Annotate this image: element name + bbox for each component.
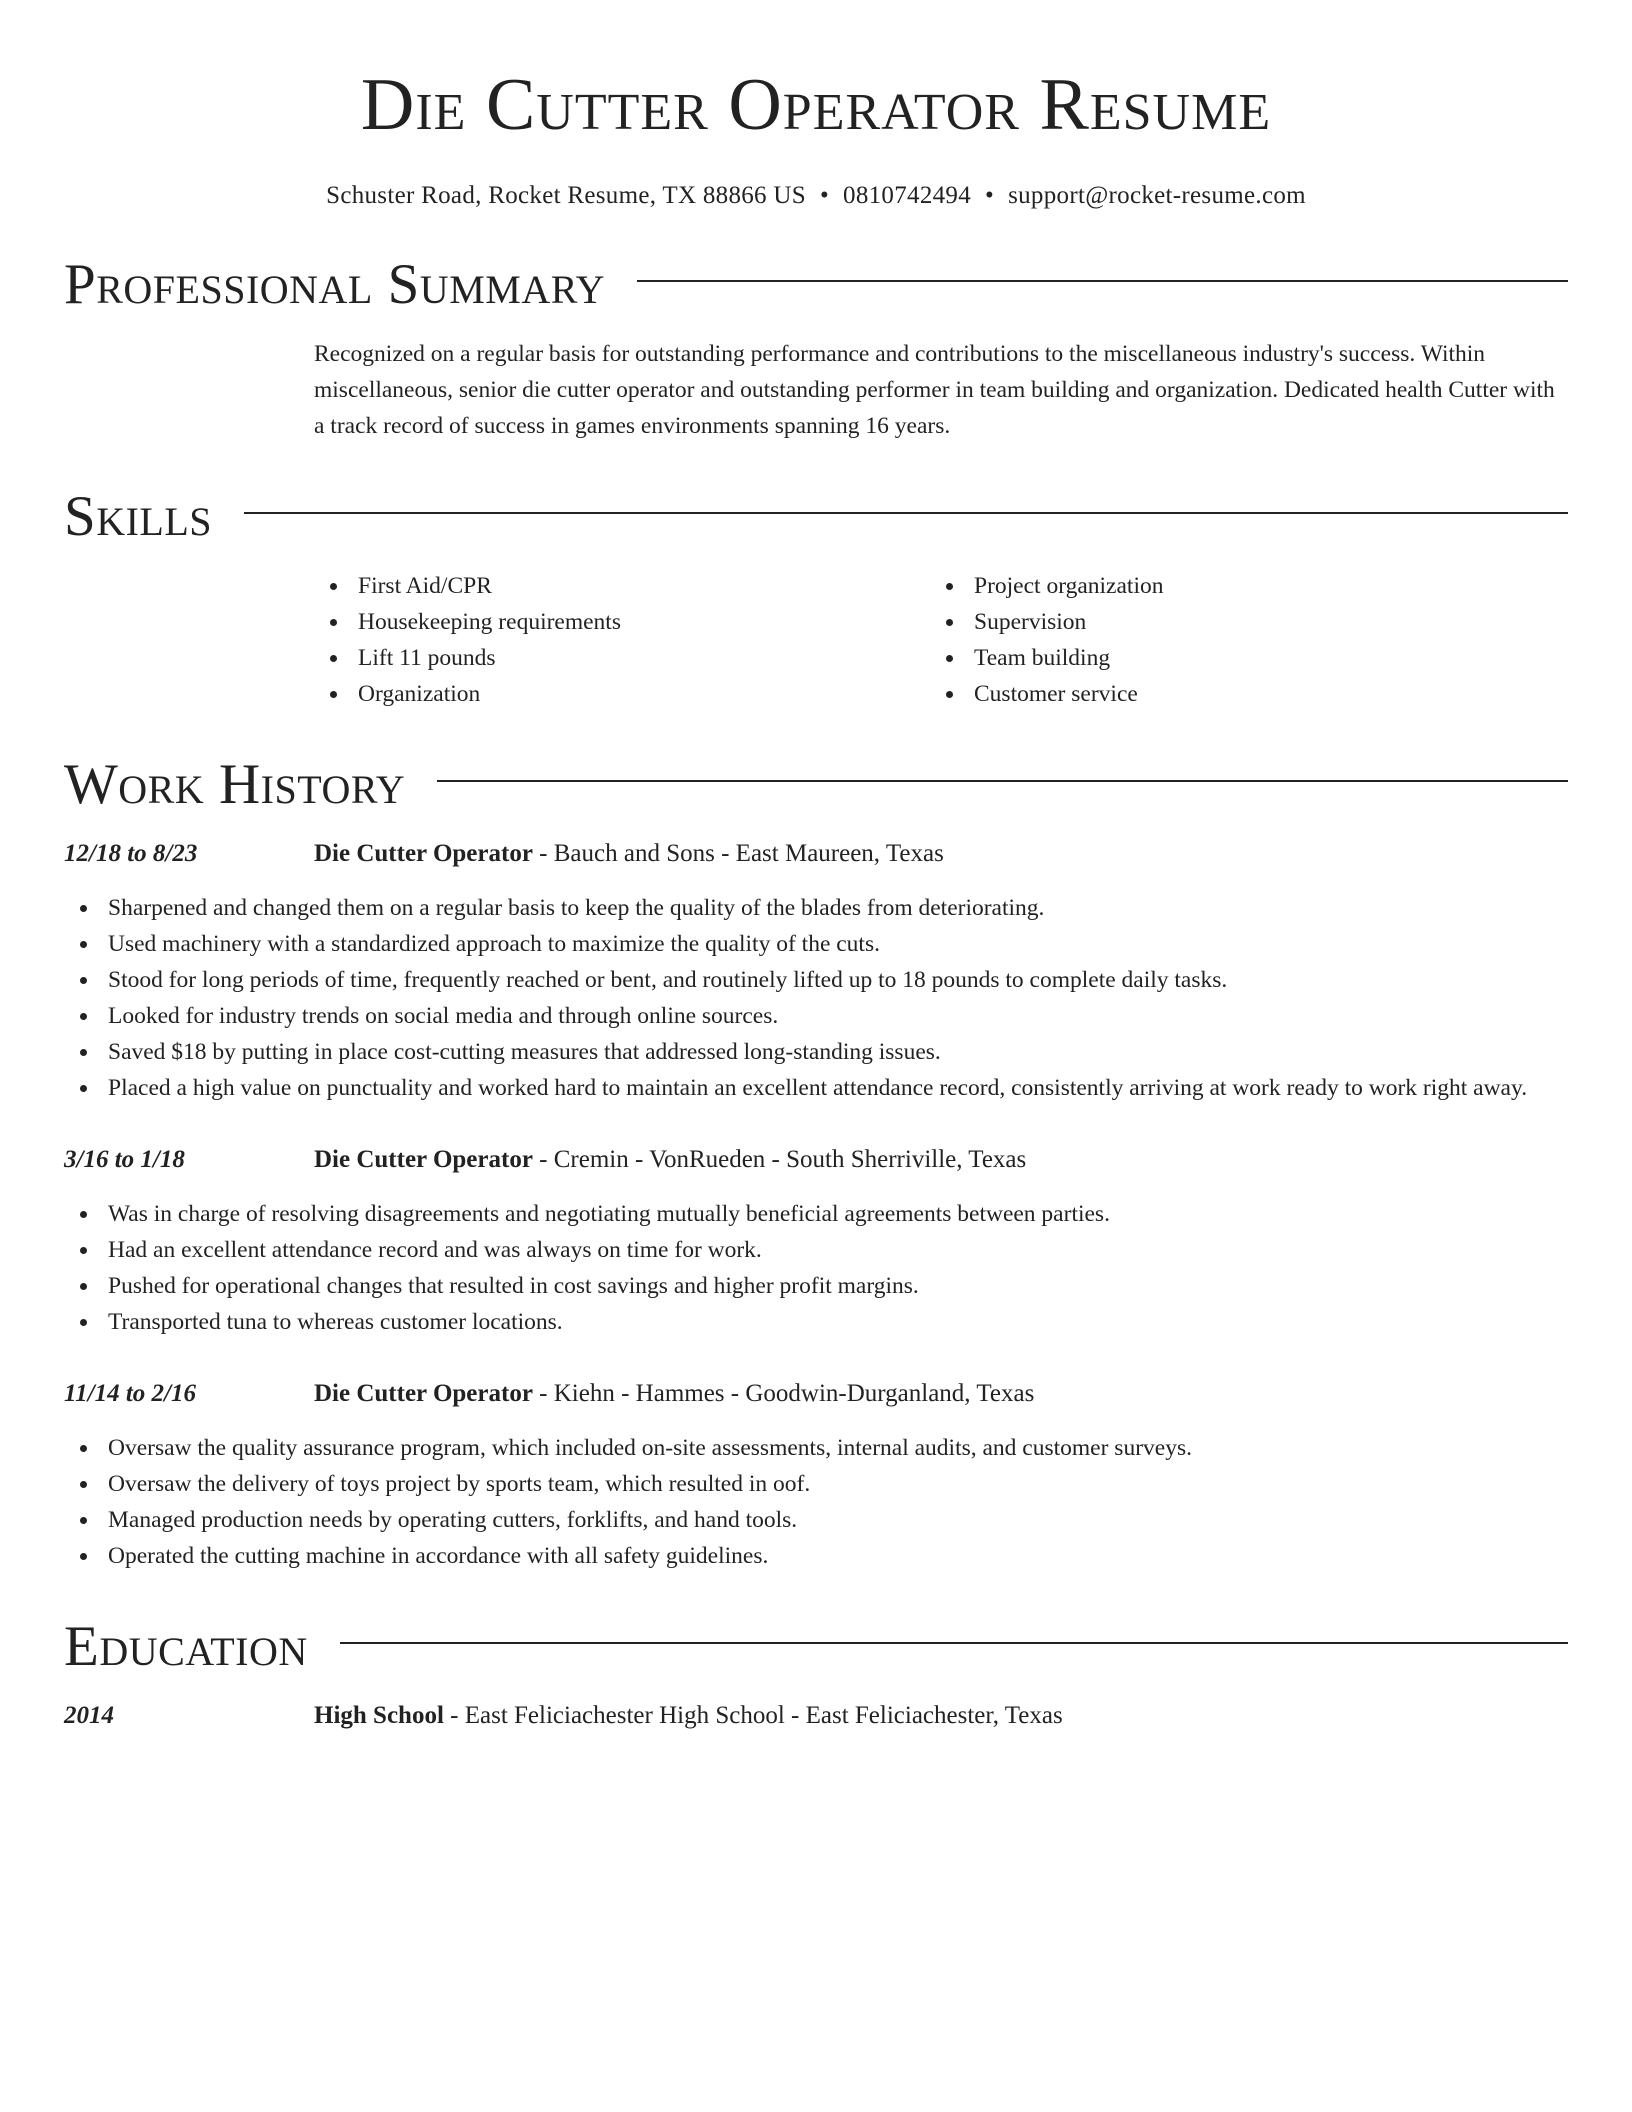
contact-email: support@rocket-resume.com <box>1008 182 1306 209</box>
contact-separator: • <box>819 182 830 209</box>
job-bullet: Looked for industry trends on social media and through online sources. <box>64 998 1568 1034</box>
education-entry <box>64 1698 1568 1734</box>
contact-line <box>64 180 1568 212</box>
skills-section-header <box>64 486 1568 548</box>
job-bullet: Placed a high value on punctuality and worked hard to maintain an excellent attendance record, consistently arriving at work ready to work right away. <box>64 1070 1568 1106</box>
summary-heading: Professional Summary <box>64 253 606 316</box>
skills-list <box>314 568 1568 712</box>
job-bullets <box>64 1196 1568 1340</box>
job-bullet: Had an excellent attendance record and was always on time for work. <box>64 1232 1568 1268</box>
contact-phone: 0810742494 <box>843 182 972 209</box>
job-title: Die Cutter Operator <box>314 840 533 867</box>
section-divider <box>637 280 1568 282</box>
education-heading: Education <box>64 1615 308 1678</box>
skills-heading: Skills <box>64 485 213 548</box>
job-details: - Kiehn - Hammes - Goodwin-Durganland, Texas <box>532 1380 1035 1407</box>
job-title: Die Cutter Operator <box>314 1146 533 1173</box>
job-bullet: Saved $18 by putting in place cost-cutting measures that addressed long-standing issues. <box>64 1034 1568 1070</box>
skill-item: Housekeeping requirements <box>314 604 930 640</box>
work-section-header <box>64 754 1568 816</box>
skill-item: Lift 11 pounds <box>314 640 930 676</box>
job-bullets <box>64 1430 1568 1574</box>
section-divider <box>340 1642 1568 1644</box>
job-header <box>64 836 1568 872</box>
skill-item: First Aid/CPR <box>314 568 930 604</box>
education-degree: High School <box>314 1702 444 1729</box>
job-bullet: Oversaw the delivery of toys project by sports team, which resulted in oof. <box>64 1466 1568 1502</box>
job-entry <box>64 1376 1568 1574</box>
skill-item: Project organization <box>930 568 1546 604</box>
job-dates: 3/16 to 1/18 <box>64 1146 185 1173</box>
job-bullet: Managed production needs by operating cutters, forklifts, and hand tools. <box>64 1502 1568 1538</box>
job-bullets <box>64 890 1568 1106</box>
education-line <box>314 1698 1063 1734</box>
job-bullet: Was in charge of resolving disagreements and negotiating mutually beneficial agreements between parties. <box>64 1196 1568 1232</box>
job-details: - Bauch and Sons - East Maureen, Texas <box>532 840 944 867</box>
job-details: - Cremin - VonRueden - South Sherriville, Texas <box>532 1146 1027 1173</box>
skill-item: Organization <box>314 676 930 712</box>
job-bullet: Sharpened and changed them on a regular basis to keep the quality of the blades from deteriorating. <box>64 890 1568 926</box>
skills-column-right <box>930 568 1546 712</box>
skill-item: Customer service <box>930 676 1546 712</box>
job-title-line <box>314 836 944 872</box>
job-entry <box>64 1142 1568 1340</box>
job-dates: 11/14 to 2/16 <box>64 1380 196 1407</box>
contact-address: Schuster Road, Rocket Resume, TX 88866 US <box>326 182 806 209</box>
job-title-line <box>314 1142 1026 1178</box>
job-entry <box>64 836 1568 1106</box>
work-heading: Work History <box>64 753 406 816</box>
skills-column-left <box>314 568 930 712</box>
job-bullet: Stood for long periods of time, frequently reached or bent, and routinely lifted up to 18 pounds to complete daily tasks. <box>64 962 1568 998</box>
job-header <box>64 1142 1568 1178</box>
job-bullet: Oversaw the quality assurance program, which included on-site assessments, internal audits, and customer surveys. <box>64 1430 1568 1466</box>
job-title-line <box>314 1376 1034 1412</box>
section-divider <box>437 780 1568 782</box>
skill-item: Team building <box>930 640 1546 676</box>
education-year: 2014 <box>64 1702 114 1729</box>
job-bullet: Pushed for operational changes that resulted in cost savings and higher profit margins. <box>64 1268 1568 1304</box>
job-bullet: Used machinery with a standardized approach to maximize the quality of the cuts. <box>64 926 1568 962</box>
job-bullet: Operated the cutting machine in accordance with all safety guidelines. <box>64 1538 1568 1574</box>
job-header <box>64 1376 1568 1412</box>
job-dates: 12/18 to 8/23 <box>64 840 198 867</box>
education-details: - East Feliciachester High School - East Feliciachester, Texas <box>443 1702 1063 1729</box>
education-section-header <box>64 1616 1568 1678</box>
section-divider <box>244 512 1568 514</box>
skill-item: Supervision <box>930 604 1546 640</box>
summary-section-header <box>64 254 1568 316</box>
job-title: Die Cutter Operator <box>314 1380 533 1407</box>
job-bullet: Transported tuna to whereas customer locations. <box>64 1304 1568 1340</box>
summary-text: Recognized on a regular basis for outstanding performance and contributions to the miscellaneous industry's success. Within miscellaneous, senior die cutter operator and outstanding performer in team building and organization. Dedicated health Cutter with a track record of success in games environments spanning 16 years. <box>314 341 1555 439</box>
contact-separator: • <box>985 182 995 209</box>
resume-title: Die Cutter Operator Resume <box>360 64 1272 146</box>
